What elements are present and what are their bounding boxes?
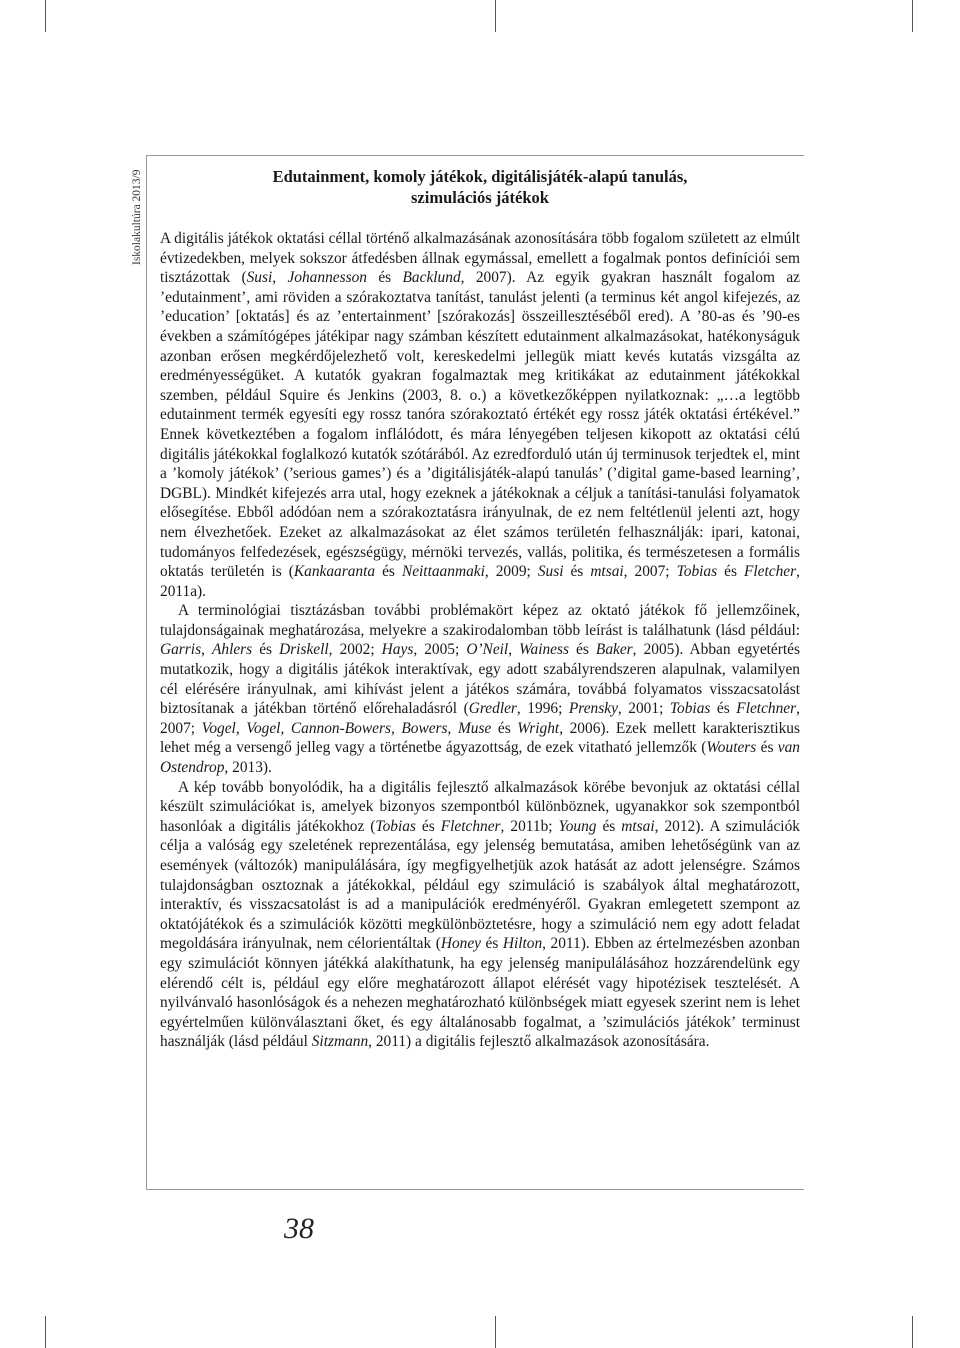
text-run: , 2007;: [623, 563, 677, 581]
citation-author: Ahlers: [211, 641, 253, 659]
text-run: , 2013).: [224, 759, 272, 777]
page-number: 38: [284, 1212, 314, 1245]
citation-author: Vogel: [246, 719, 281, 737]
citation-author: Susi: [246, 269, 273, 287]
citation-author: mtsai: [621, 817, 655, 835]
citation-author: Neittaanmaki: [401, 563, 485, 581]
citation-author: Gredler: [468, 700, 517, 718]
crop-mark-bottom-center-vertical: [495, 1316, 496, 1348]
citation-author: Hilton: [502, 935, 543, 953]
text-run: és: [710, 700, 737, 718]
text-run: , 2009;: [484, 563, 538, 581]
text-run: és: [756, 739, 778, 757]
paragraph-2: [160, 601, 800, 777]
text-run: és: [596, 817, 622, 835]
citation-author: mtsai: [590, 563, 624, 581]
text-run: , 2007;: [160, 700, 800, 737]
citation-author: Sitzmann: [311, 1033, 369, 1051]
article-body: [160, 229, 800, 1052]
text-run: , 1996;: [516, 700, 569, 718]
text-run: és: [491, 719, 518, 737]
citation-author: Bowers: [401, 719, 448, 737]
crop-mark-top-center-vertical: [495, 0, 496, 32]
text-run: és: [563, 563, 591, 581]
crop-mark-top-right-vertical: [912, 0, 913, 32]
citation-author: Fletchner: [440, 817, 501, 835]
text-run: , 2011a).: [160, 563, 800, 600]
text-run: , 2001;: [617, 700, 670, 718]
paragraph-1: [160, 229, 800, 601]
citation-author: Tobias: [669, 700, 711, 718]
top-frame-rule: [146, 155, 804, 156]
citation-author: Susi: [537, 563, 564, 581]
text-run: ,: [201, 641, 212, 659]
crop-mark-bottom-left-vertical: [45, 1316, 46, 1348]
text-run: , 2007). Az egyik gyakran használt fogalom az ’edutainment’, ami röviden a szórakoztatva tanítást, tanulást jelenti (a terminus két angol kifejezés, az ’education’ [oktatás] és az ’entertainment’ [szórakozás] összeillesztéséből ered). A ’80-as és ’90-es években a számítógépes játékipar nagy számban készített edutainment alkalmazásokat, hatékonyságuk azonban erősen megkérdőjelezhető volt, kereskedelmi jellegük miatt kevés kutatás vizsgálta az eredményességüket. A kutatók gyakran fogalmaztak meg kritikákat az edutainment játékokkal szemben, például Squire és Jenkins (2003, 8. o.) a következőképpen nyilatkoznak: „…a legtöbb edutainment termék egyesíti egy rossz tanóra szórakoztató értékét egy rossz játék oktatási értékével.” Ennek következtében a fogalom inflálódott, és mára lényegében teljesen kikopott az oktatási célú digitális játékokkal foglalkozó kutatók szótárából. Az ezredforduló után új terminusok terjedtek el, mint a ’komoly játékok’ (’serious games’) és a ’digitálisjáték-alapú tanulás’ (’digital game-based learning’, DGBL). Mindkét kifejezés arra utal, hogy ezeknek a játékoknak a céljuk a tanítási-tanulási folyamatok elősegítése. Ebből adódóan nem a szórakoztatásra irányulnak, de ez nem feltétlenül jelenti azt, hogy nem élvezhetőek. Ezeket az alkalmazásokat az élet számos területén felhasználják: ipari, katonai, tudományos felfedezések, egészségügy, mérnöki tervezés, vallás, politika, és természetesen a formális oktatás területén is (: [160, 269, 800, 581]
text-run: , 2011). Ebben az értelmezésben azonban egy szimulációt könnyen játékká alakíthatunk, ha egy jelenség manipulálásához hozzárendelünk egy elérendő célt is, például egy előre meghatározott állapot elérését vagy hipotézisek tesztelését. A nyilvánvaló hasonlóságok és a nehezen meghatározható különbségek miatt egyesek szerint nem is lehet egyértelműen különválasztani őket, és egy általánosabb fogalmat, a ’szimulációs játékok’ terminust használják (lásd például: [160, 935, 800, 1051]
text-run: A kép tovább bonyolódik, ha a digitális fejlesztő alkalmazások körébe bevonjuk az oktatási céllal készült szimulációkat is, amelyek bizonyos szempontból különböznek, ugyanakkor sok szempontból hasonlóak a digitális játékokhoz (: [160, 778, 800, 835]
citation-author: Prensky: [568, 700, 618, 718]
text-run: és: [366, 269, 403, 287]
citation-author: Fletcher: [743, 563, 797, 581]
citation-author: Baker: [595, 641, 633, 659]
text-run: , 2011) a digitális fejlesztő alkalmazások azonosítására.: [368, 1033, 710, 1051]
text-run: , 2002;: [328, 641, 382, 659]
text-run: és: [375, 563, 402, 581]
text-run: ,: [508, 641, 520, 659]
citation-author: Backlund: [402, 269, 461, 287]
title-line-1: Edutainment, komoly játékok, digitálisjáték-alapú tanulás,: [272, 167, 688, 186]
text-run: , 2005;: [413, 641, 467, 659]
citation-author: Johannesson: [287, 269, 367, 287]
text-run: A digitális játékok oktatási céllal történő alkalmazásának azonosítására több fogalom született az elmúlt évtizedekben, melyek sokszor átfedésben állnak egymással, emellett a fogalmak pontos definíciói sem tisztázottak (: [160, 230, 800, 287]
citation-author: Garris: [160, 641, 202, 659]
text-run: és: [252, 641, 280, 659]
citation-author: Wainess: [519, 641, 569, 659]
text-run: ,: [272, 269, 288, 287]
text-run: , 2005). Abban egyetértés mutatkozik, hogy a digitális játékok interaktívak, egy adott szabályrendszeren alapulnak, valamilyen cél elérésére irányulnak, ami kihívást jelent a játékos számára, továbbá folyamatos visszacsatolást biztosítanak a játékban történő előrehaladásról (: [160, 641, 800, 718]
citation-author: Cannon-Bowers: [290, 719, 391, 737]
citation-author: Hays: [381, 641, 414, 659]
text-run: , 2011b;: [500, 817, 559, 835]
bottom-frame-rule: [146, 1189, 804, 1190]
text-run: és: [569, 641, 596, 659]
citation-author: O’Neil: [466, 641, 509, 659]
left-frame-rule: [146, 155, 147, 1190]
citation-author: Kankaaranta: [293, 563, 376, 581]
journal-side-label: Iskolakultúra 2013/9: [131, 169, 143, 265]
title-line-2: szimulációs játékok: [411, 188, 549, 207]
text-run: , 2012). A szimulációk célja a valóság egy szeletének reprezentálása, egy jelenség bemutatása, amiben lehetőségünk van az események (változók) manipulálására, így megfigyelhetjük azok hatását az adott jelenségre. Számos tulajdonságban osztoznak a játékokkal, például egy szimuláció is szabályok által meghatározott, interaktív, és visszacsatolást is ad a manipulációk eredményéről. Gyakran emlegetett szempont az oktatójátékok és a szimulációk közötti megkülönböztetésre, hogy a szimuláció nem egy adott feladat megoldására irányulnak, nem célorientáltak (: [160, 817, 800, 953]
citation-author: Vogel: [201, 719, 236, 737]
citation-author: Fletchner: [736, 700, 797, 718]
text-run: , 2006). Ezek mellett karakterisztikus lehet még a versengő jelleg vagy a történetbe ágyazottság, de ezek vitatható jellemzők (: [160, 719, 800, 757]
crop-mark-bottom-right-vertical: [912, 1316, 913, 1348]
citation-author: Wright: [517, 719, 560, 737]
citation-author: Tobias: [375, 817, 416, 835]
section-title: [160, 166, 800, 208]
citation-author: Driskell: [279, 641, 329, 659]
text-run: ,: [390, 719, 402, 737]
citation-author: van Ostendrop: [160, 739, 800, 777]
text-run: és: [415, 817, 441, 835]
citation-author: Muse: [457, 719, 492, 737]
citation-author: Wouters: [706, 739, 757, 757]
paragraph-3: [160, 778, 800, 1052]
citation-author: Tobias: [676, 563, 718, 581]
text-run: ,: [447, 719, 458, 737]
text-run: ,: [235, 719, 247, 737]
citation-author: Young: [558, 817, 597, 835]
text-run: ,: [280, 719, 291, 737]
crop-mark-top-left-vertical: [45, 0, 46, 32]
text-run: és: [481, 935, 503, 953]
text-run: és: [717, 563, 744, 581]
text-run: A terminológiai tisztázásban további problémakört képez az oktató játékok fő jellemzőinek, tulajdonságainak meghatározása, melyekre a szakirodalomban több leírást is találhatunk (lásd például:: [160, 602, 800, 639]
citation-author: Honey: [440, 935, 481, 953]
